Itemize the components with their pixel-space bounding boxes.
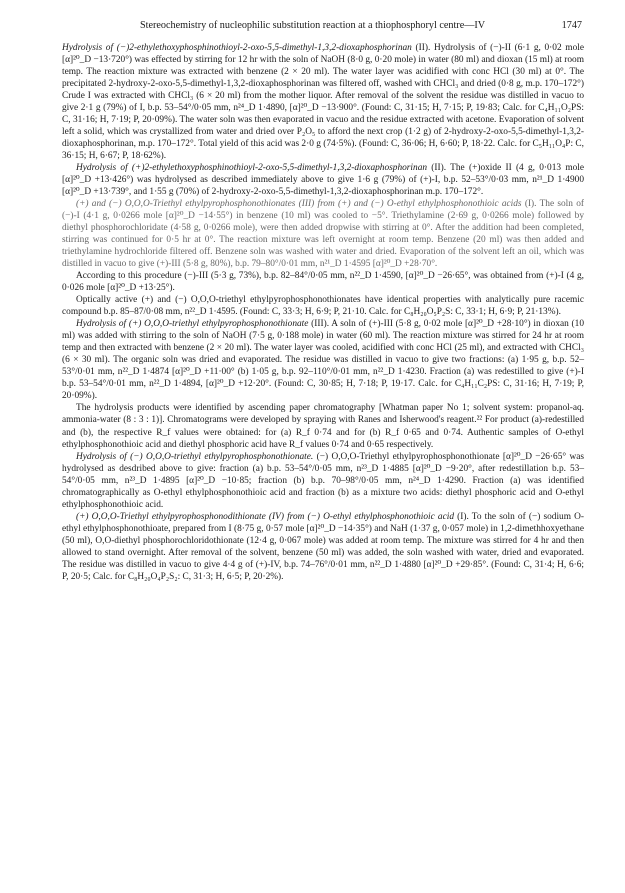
- paragraph-text: Optically active (+) and (−) O,O,O-triethyl ethylpyrophosphonothionates have identical properties with analytically pure racemic compound b.p. 85–87/0·08 mm, n²²_D 1·4595. (Found: C, 33·3; H, 6·9; P, 21·10. Calc. for C₈H₂₀O₅P₂S: C, 33·1; H, 6·9; P, 21·13%).: [62, 295, 584, 318]
- paragraph: [62, 198, 584, 270]
- running-header: [62, 20, 582, 34]
- paragraph-text: (II). The (+)oxide II (4 g, 0·013 mole [α]²⁰_D +13·426°) was hydrolysed as described immediately above to give 1·6 g (79%) of (+)-I, b.p. 52–53°/0·03 mm, n²¹_D 1·4900 [α]²⁰_D +13·739°, and 1·55 g (70%) of 2-hydroxy-2-oxo-5,5-dimethyl-1,3,2-dioxaphosphorinan m.p. 170–172°.: [62, 163, 584, 198]
- page-number: 1747: [561, 20, 582, 31]
- paragraph: [62, 511, 584, 583]
- paragraph-text: (III). A soln of (+)-III (5·8 g, 0·02 mole [α]²⁰_D +28·10°) in dioxan (10 ml) was added with stirring to the soln of NaOH (7·5 g, 0·188 mole) in water (60 ml). The reaction mixture was stirred for 24 hr at room temp and then extracted with benzene (2 × 20 ml). The water layer was cooled, acidified with conc HCl (25 ml), and extracted with CHCl₃ (6 × 30 ml). The organic soln was dried and evaporated. The residue was distilled in vacuo to give two fractions: (a) 1·95 g, b.p. 52–53°/0·01 mm, n²²_D 1·4874 [α]²⁰_D +11·00° (b) 1·05 g, b.p. 92–110°/0·01 mm, n²²_D 1·4230. Fraction (a) was redestilled to give (+)-I b.p. 53–54°/0·01 mm, n²²_D 1·4894, [α]²⁰_D +12·20°. (Found: C, 30·85; H, 7·18; P, 19·17. Calc. for C₄H₁₁C₂PS: C, 31·16; H, 7·19; P, 20·09%).: [62, 319, 584, 402]
- paragraph-heading: (+) and (−) O,O,O-Triethyl ethylpyrophosphonothionates (III) from (+) and (−) O-ethyl ethylphosphonothioic acids: [76, 199, 522, 210]
- paragraph: [62, 451, 584, 511]
- paragraph: [62, 294, 584, 318]
- paragraph-heading: Hydrolysis of (+) O,O,O-triethyl ethylpyrophosphonothionate: [76, 319, 309, 330]
- paragraph-text: (I). The soln of (−)-I (4·1 g, 0·0266 mole [α]²⁰_D −14·55°) in benzene (10 ml) was cooled to −5°. Triethylamine (2·69 g, 0·0266 mole) followed by diethyl phosphorochloridate (4·58 g, 0·0266 mole), were then added dropwise with stirring at 0°. After the addition had been completed, stirring was continued for 0·5 hr at 0°. The reaction mixture was left overnight at room temp. Benzene (20 ml) was then added and triethylamine hydrochloride filtered off. Benzene soln was washed with water and dried. Evaporation of the solvent left an oil, which was distilled in vacuo to give (+)-III (5·8 g, 80%), b.p. 79–80°/0·01 mm, n²¹_D 1·4595 [α]²⁰_D +28·70°.: [62, 199, 584, 270]
- paragraph-text: The hydrolysis products were identified by ascending paper chromatography [Whatman paper No 1; solvent system: propanol-aq. ammonia-water (8 : 3 : 1)]. Chromatograms were developed by spraying with Ranes and Isherwood's reagent.²² For product (a)-redestilled and (b), the respective R_f values were obtained: for (a) R_f 0·74 and for (b) R_f 0·65 and 0·74. Authentic samples of O-ethyl ethylphosphonothioic acid and diethyl phosphoric acid have R_f values 0·74 and 0·65 respectively.: [62, 403, 584, 450]
- paragraph-text: (I). To the soln of (−) sodium O-ethyl ethylphosphonothioate, prepared from I (8·75 g, 0·57 mole [α]²⁰_D −14·35°) and NaH (1·37 g, 0·057 mole) in 1,2-dimethhoxyethane (50 ml), O,O-diethyl phosphorochloridothionate (12·4 g, 0·067 mole) was added at room temp. The mixture was stirred for 4 hr and then allowed to stand overnight. After removal of the solvent, benzene (50 ml) was added, the soln washed with water, dried and evaporated. The residue was distilled in vacuo to give 4·4 g of (+)-IV, b.p. 74–76°/0·01 mm, n²²_D 1·4880 [α]²⁰_D +29·85°. (Found: C, 31·4; H, 6·6; P, 20·5; Calc. for C₈H₂₀O₄P₂S₂: C, 31·3; H, 6·5; P, 20·2%).: [62, 511, 584, 582]
- running-title: Stereochemistry of nucleophilic substitution reaction at a thiophosphoryl centre—IV: [140, 20, 486, 31]
- paragraph: [62, 162, 584, 198]
- article-body: [62, 42, 584, 583]
- paragraph-text: According to this procedure (−)-III (5·3 g, 73%), b.p. 82–84°/0·05 mm, n²²_D 1·4590, [α]²⁰_D −26·65°, was obtained from (+)-I (4 g, 0·026 mole [α]²⁰_D +13·25°).: [62, 271, 584, 294]
- paragraph-text: (II). Hydrolysis of (−)-II (6·1 g, 0·02 mole [α]²⁰_D −13·720°) was effected by stirring for 12 hr with the soln of NaOH (8·0 g, 0·20 mole) in water (80 ml) and dioxan (15 ml) at room temp. The reaction mixture was extracted with benzene (2 × 20 ml). The water layer was acidified with conc HCl (30 ml) at 0°. The precipitated 2-hydroxy-2-oxo-5,5-dimethyl-1,3,2-dioxaphosphorinan was filtered off, washed with CHCl₃ and dried (0·8 g, m.p. 170–172°) Crude I was extracted with CHCl₃ (6 × 20 ml) from the mother liquor. After removal of the solvent the residue was distilled in vacuo to give 2·1 g (79%) of I, b.p. 53–54°/0·05 mm, n²⁴_D 1·4890, [α]²⁰_D −13·900°. (Found: C, 31·15; H, 7·15; P, 19·83; Calc. for C₄H₁₁O₂PS: C, 31·16; H, 7·19; P, 20·09%). The water soln was then evaporated in vacuo and the residue extracted with acetone. Evaporation of solvent left a solid, which was crystallized from water and dried over P₂O₅ to afford the next crop (1·2 g) of 2-hydroxy-2-oxo-5,5-dimethyl-1,3,2-dioxaphosphorinan, m.p. 170–172°. Total yield of this acid was 2·0 g (74·5%). (Found: C, 36·06; H, 6·60; P, 18·22. Calc. for C₅H₁₁O₄P: C, 36·15; H, 6·67; P, 18·62%).: [62, 43, 584, 162]
- paragraph-heading: Hydrolysis of (−)2-ethylethoxyphosphinothioyl-2-oxo-5,5-dimethyl-1,3,2-dioxaphosphorinan: [62, 43, 412, 53]
- paragraph: [62, 318, 584, 402]
- paragraph: [62, 402, 584, 450]
- paragraph: [62, 42, 584, 162]
- paragraph-text: (−) O,O,O-Triethyl ethylpyrophosphonothionate [α]²⁰_D −26·65° was hydrolysed as desdribed above to give: fraction (a) b.p. 53–54°/0·05 mm, n²³_D 1·4885 [α]²⁰_D −9·20°, after redestillation b.p. 53–54°/0·05 mm, n²³_D 1·4895 [α]²⁰_D −10·85; fraction (b) b.p. 70–98°/0·05 mm, n²⁴_D 1·4290. Fraction (a) was identified chromatographically as O-ethyl ethylphosphonothioic acid and fraction (b) as a mixture two acids: diethyl phosphoric acid and O-ethyl ethylphosphonothioic acid.: [62, 451, 584, 510]
- paragraph: [62, 270, 584, 294]
- paragraph-heading: (+) O,O,O-Triethyl ethylpyrophosphonodithionate (IV) from (−) O-ethyl ethylphosphonothioic acid: [76, 511, 455, 522]
- paragraph-heading: Hydrolysis of (−) O,O,O-triethyl ethylpyrophosphonothionate.: [76, 451, 314, 462]
- paragraph-heading: Hydrolysis of (+)2-ethylethoxyphosphinothioyl-2-oxo-5,5-dimethyl-1,3,2-dioxaphosphorinan: [76, 163, 428, 174]
